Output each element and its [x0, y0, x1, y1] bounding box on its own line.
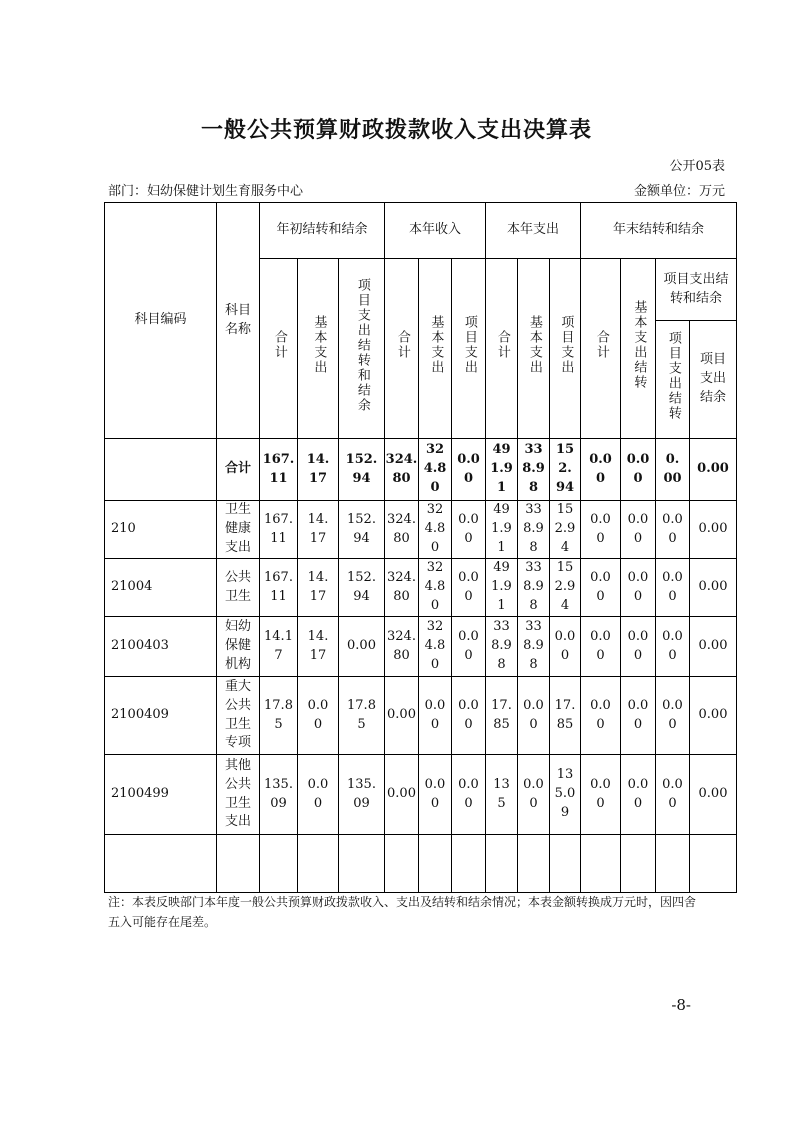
row-name [217, 501, 260, 559]
row-value: 338.98 [523, 619, 544, 672]
empty-row [105, 835, 737, 893]
row-value: 0.00 [307, 776, 329, 811]
row-name [217, 755, 260, 835]
header-end-project-carry: 项目支出结转 [656, 321, 690, 439]
row-value: 0.00 [697, 461, 729, 477]
row-value: 17.85 [347, 697, 376, 732]
row-value-cell [581, 501, 621, 559]
row-value: 0.00 [458, 569, 479, 604]
row-value-cell [656, 559, 690, 617]
header-end-project-balance: 项目支出结余 [690, 321, 737, 439]
row-code [105, 439, 217, 501]
row-value-cell [621, 617, 656, 677]
header-begin-group: 年初结转和结余 [260, 203, 385, 259]
row-value: 0.00 [457, 451, 480, 486]
row-value: 0.00 [662, 776, 683, 811]
row-value: 167.11 [264, 569, 293, 604]
row-value-cell [621, 559, 656, 617]
header-name: 科目名称 [217, 203, 260, 439]
row-value: 0.00 [626, 451, 650, 486]
row-value-cell [656, 677, 690, 755]
row-value-cell [581, 677, 621, 755]
row-value-cell [621, 439, 656, 501]
row-value: 338.98 [491, 619, 512, 672]
row-value-cell [298, 559, 339, 617]
table-row [105, 501, 737, 559]
row-value: 14.17 [307, 569, 329, 604]
row-value: 0.00 [347, 638, 376, 654]
row-value: 152.94 [554, 560, 576, 613]
row-value: 491.91 [491, 502, 512, 555]
header-end-project-group: 项目支出结转和结余 [656, 259, 737, 321]
row-value-cell [486, 677, 518, 755]
row-value: 0.00 [698, 579, 728, 595]
row-value-cell [690, 617, 737, 677]
row-value-cell [518, 439, 550, 501]
header-expense-basic: 基本支出 [518, 259, 550, 439]
row-value: 0.00 [698, 707, 728, 723]
row-code: 21004 [105, 559, 217, 617]
row-value-cell [550, 617, 581, 677]
row-value: 14.17 [307, 511, 329, 546]
row-name-text: 重大公共卫生专项 [224, 678, 251, 751]
row-value: 0.00 [662, 511, 683, 546]
row-name-text: 妇幼保健机构 [224, 619, 251, 672]
row-name-text: 公共卫生 [224, 569, 251, 604]
row-value: 17.85 [491, 697, 512, 732]
header-begin-basic: 基本支出 [298, 259, 339, 439]
header-income-group: 本年收入 [385, 203, 486, 259]
row-value: 0.00 [590, 628, 611, 663]
row-value-cell [385, 501, 419, 559]
header-code: 科目编码 [105, 203, 217, 439]
row-value-cell [260, 617, 298, 677]
row-value: 167.11 [264, 511, 293, 546]
row-value: 0.00 [590, 511, 611, 546]
row-value-cell [339, 677, 385, 755]
row-value: 0.00 [627, 776, 649, 811]
row-value-cell [419, 439, 452, 501]
row-value-cell [621, 755, 656, 835]
row-value: 0.00 [523, 697, 544, 732]
row-value-cell [385, 755, 419, 835]
row-value-cell [452, 677, 486, 755]
row-value: 0.00 [523, 776, 544, 811]
row-value: 324.80 [424, 502, 446, 555]
page-number: -8- [671, 996, 691, 1014]
row-value-cell [518, 501, 550, 559]
row-value: 0.00 [662, 569, 683, 604]
row-code: 210 [105, 501, 217, 559]
row-value-cell [339, 439, 385, 501]
row-value: 0.00 [458, 628, 479, 663]
row-value: 338.98 [522, 442, 545, 495]
row-value: 0.00 [627, 569, 649, 604]
row-value-cell [339, 755, 385, 835]
header-expense-total: 合计 [486, 259, 518, 439]
row-value-cell [550, 559, 581, 617]
row-value: 0.00 [590, 697, 611, 732]
row-value: 135 [493, 776, 510, 811]
row-value: 14.17 [306, 451, 330, 486]
row-value: 324.80 [424, 560, 446, 613]
row-value-cell [690, 501, 737, 559]
row-value-cell [621, 677, 656, 755]
row-name [217, 559, 260, 617]
row-value: 338.98 [523, 502, 544, 555]
row-value-cell [656, 617, 690, 677]
row-value: 324.80 [385, 451, 418, 486]
row-value: 491.91 [491, 560, 512, 613]
row-value-cell [486, 755, 518, 835]
header-income-basic: 基本支出 [419, 259, 452, 439]
table-row [105, 439, 737, 501]
row-value-cell [518, 677, 550, 755]
row-value: 324.80 [387, 569, 416, 604]
header-end-group: 年末结转和结余 [581, 203, 737, 259]
row-value-cell [339, 501, 385, 559]
row-value: 0.00 [589, 451, 612, 486]
row-value-cell [385, 559, 419, 617]
row-value: 135.09 [347, 776, 376, 811]
row-value: 0.00 [627, 511, 649, 546]
row-value-cell [452, 617, 486, 677]
row-code: 2100403 [105, 617, 217, 677]
row-value-cell [260, 439, 298, 501]
header-end-total: 合计 [581, 259, 621, 439]
row-value-cell [621, 501, 656, 559]
table-row [105, 677, 737, 755]
row-value-cell [419, 677, 452, 755]
row-name [217, 617, 260, 677]
row-value: 0.00 [590, 776, 611, 811]
row-value-cell [298, 617, 339, 677]
row-value: 0.00 [627, 628, 649, 663]
row-value: 152.94 [347, 569, 376, 604]
row-value-cell [298, 677, 339, 755]
row-value: 0.00 [307, 697, 329, 732]
row-value-cell [581, 439, 621, 501]
row-value-cell [385, 439, 419, 501]
row-name [217, 439, 260, 501]
table-note: 注：本表反映部门本年度一般公共预算财政拨款收入、支出及结转和结余情况；本表金额转换成万元时，因四舍五入可能存在尾差。 [108, 895, 697, 929]
table-row [105, 617, 737, 677]
row-value-cell [486, 617, 518, 677]
row-value: 135.09 [264, 776, 293, 811]
row-value-cell [260, 559, 298, 617]
row-value-cell [452, 501, 486, 559]
header-end-basic-carry: 基本支出结转 [621, 259, 656, 439]
row-value-cell [452, 755, 486, 835]
row-code: 2100409 [105, 677, 217, 755]
form-number: 公开05表 [669, 159, 725, 174]
row-value-cell [260, 501, 298, 559]
row-value-cell [419, 501, 452, 559]
row-value: 14.17 [264, 628, 293, 663]
row-value: 0.00 [662, 628, 683, 663]
row-value: 0.00 [698, 521, 728, 537]
row-value-cell [656, 439, 690, 501]
department-label: 部门：妇幼保健计划生育服务中心 [108, 184, 304, 199]
row-value-cell [298, 755, 339, 835]
row-value: 0.00 [458, 697, 479, 732]
row-value-cell [550, 439, 581, 501]
row-value: 17.85 [554, 697, 576, 732]
row-value-cell [550, 755, 581, 835]
row-value: 0.00 [387, 786, 416, 802]
row-value: 324.80 [387, 511, 416, 546]
budget-table [104, 202, 737, 893]
row-value-cell [339, 559, 385, 617]
row-value-cell [452, 439, 486, 501]
row-value-cell [419, 559, 452, 617]
row-value-cell [486, 559, 518, 617]
row-name-text: 卫生健康支出 [224, 502, 251, 555]
row-value-cell [339, 617, 385, 677]
row-value: 0.00 [698, 786, 728, 802]
row-value: 0.00 [424, 776, 446, 811]
row-value-cell [550, 501, 581, 559]
row-value: 324.80 [424, 619, 446, 672]
row-value-cell [385, 617, 419, 677]
row-value: 0.00 [590, 569, 611, 604]
row-name-text: 其他公共卫生支出 [224, 757, 251, 830]
row-value: 338.98 [523, 560, 544, 613]
unit-label: 金额单位：万元 [633, 184, 725, 199]
row-value: 324.80 [423, 442, 447, 495]
row-name [217, 677, 260, 755]
row-name-text: 合计 [224, 461, 251, 477]
row-value: 0.00 [627, 697, 649, 732]
row-value-cell [518, 559, 550, 617]
row-value: 491.91 [490, 442, 513, 495]
row-value-cell [518, 755, 550, 835]
table-row [105, 755, 737, 835]
row-value-cell [581, 559, 621, 617]
page-title: 一般公共预算财政拨款收入支出决算表 [200, 118, 592, 143]
row-value-cell [260, 677, 298, 755]
row-value: 152.94 [554, 502, 576, 555]
row-code: 2100499 [105, 755, 217, 835]
row-value: 0.00 [698, 638, 728, 654]
row-value-cell [550, 677, 581, 755]
row-value: 0.00 [663, 451, 682, 486]
row-value: 152.94 [555, 442, 575, 495]
row-value-cell [260, 755, 298, 835]
row-value: 0.00 [458, 776, 479, 811]
row-value: 0.00 [458, 511, 479, 546]
row-value-cell [690, 439, 737, 501]
row-value-cell [486, 439, 518, 501]
row-value-cell [690, 755, 737, 835]
row-value-cell [690, 677, 737, 755]
row-value: 167.11 [262, 451, 295, 486]
row-value-cell [452, 559, 486, 617]
row-value-cell [385, 677, 419, 755]
row-value: 152.94 [347, 511, 376, 546]
table-row [105, 559, 737, 617]
header-begin-total: 合计 [260, 259, 298, 439]
row-value-cell [690, 559, 737, 617]
row-value-cell [656, 755, 690, 835]
row-value: 17.85 [264, 697, 293, 732]
header-income-total: 合计 [385, 259, 419, 439]
row-value-cell [419, 617, 452, 677]
row-value: 0.00 [424, 697, 446, 732]
header-begin-project: 项目支出结转和结余 [339, 259, 385, 439]
row-value-cell [419, 755, 452, 835]
header-income-project: 项目支出 [452, 259, 486, 439]
row-value: 0.00 [387, 707, 416, 723]
row-value: 14.17 [307, 628, 329, 663]
header-expense-group: 本年支出 [486, 203, 581, 259]
row-value: 152.94 [345, 451, 378, 486]
row-value: 135.09 [554, 767, 576, 820]
row-value-cell [486, 501, 518, 559]
row-value: 0.00 [662, 697, 683, 732]
row-value-cell [298, 439, 339, 501]
row-value-cell [581, 617, 621, 677]
row-value: 0.00 [554, 628, 576, 663]
row-value-cell [518, 617, 550, 677]
row-value-cell [581, 755, 621, 835]
row-value: 324.80 [387, 628, 416, 663]
row-value-cell [656, 501, 690, 559]
header-expense-project: 项目支出 [550, 259, 581, 439]
row-value-cell [298, 501, 339, 559]
